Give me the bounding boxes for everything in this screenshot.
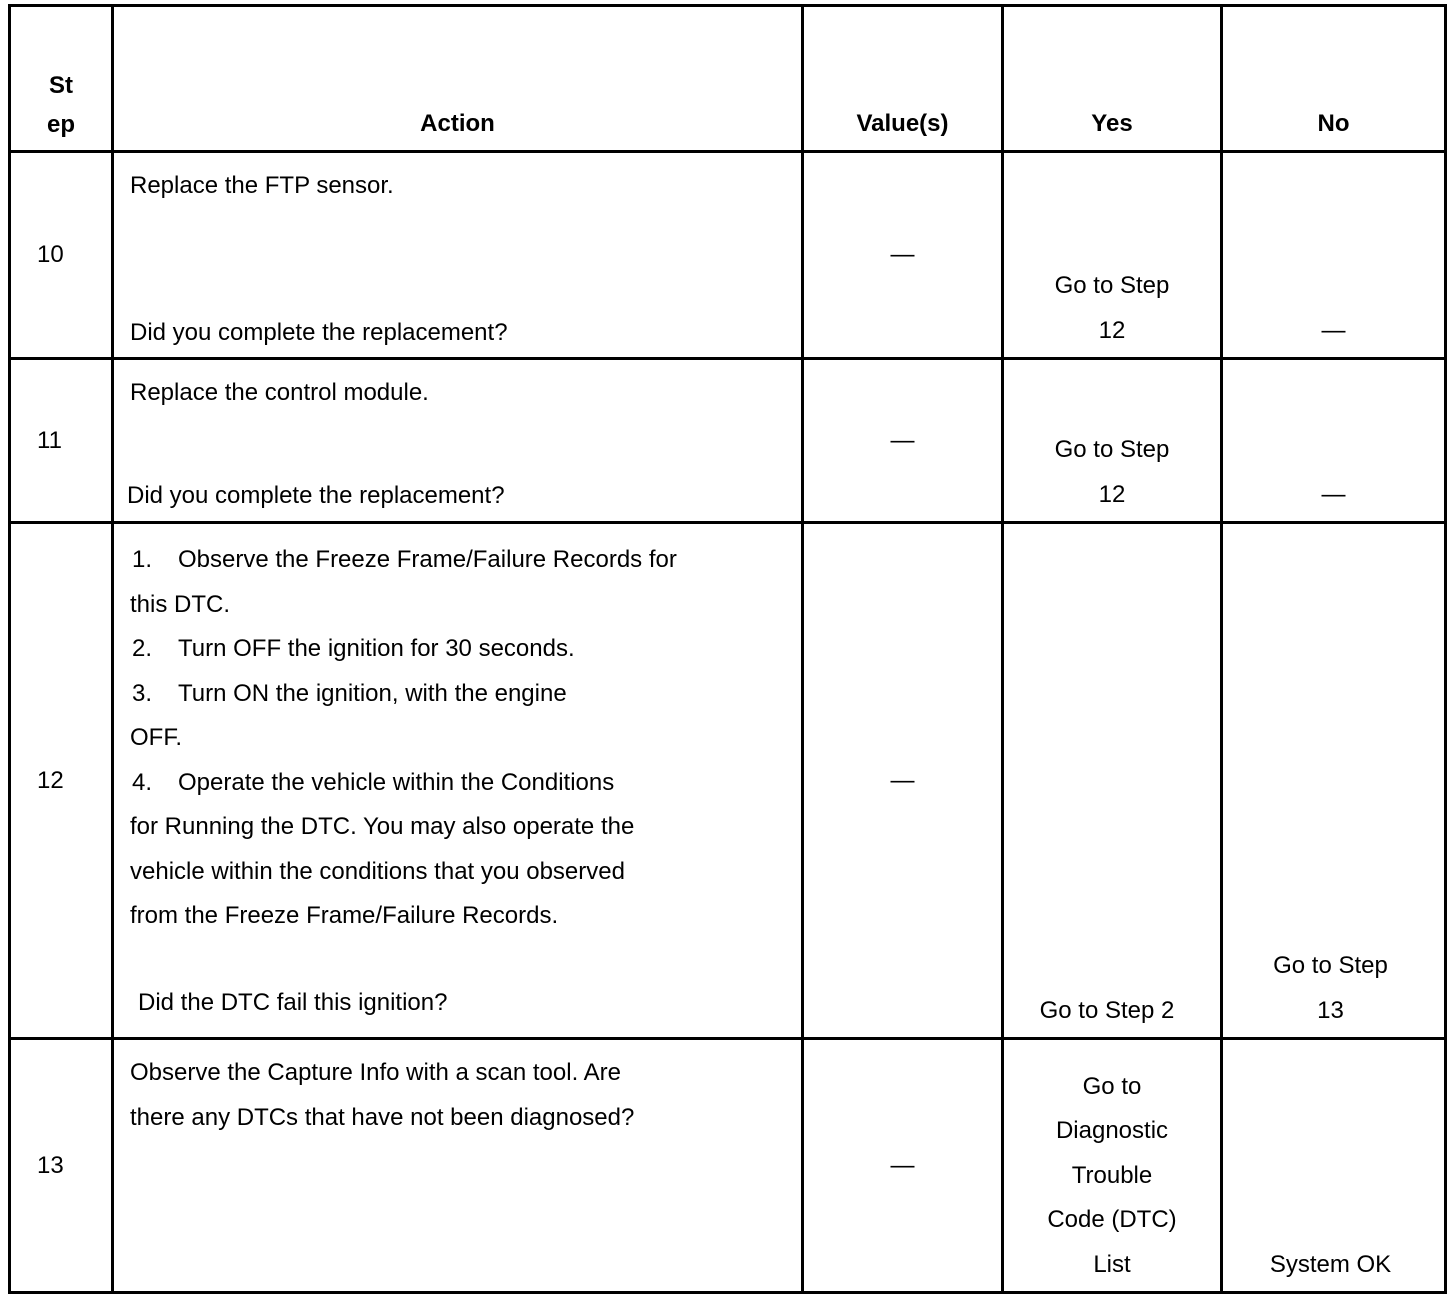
value-dash: —	[890, 1151, 915, 1179]
yes-text-line1: Go to Step	[1054, 272, 1170, 299]
list-item	[130, 672, 801, 717]
yes-text-line5: List	[1093, 1250, 1131, 1278]
header-step-line2: ep	[46, 111, 75, 138]
diagnostic-table-container	[8, 4, 1447, 1294]
yes-text-line3: Trouble	[1071, 1161, 1153, 1189]
yes-link[interactable]	[1004, 1065, 1220, 1288]
action-cell	[113, 1039, 803, 1293]
step-cell	[10, 152, 113, 359]
no-cell	[1222, 152, 1446, 359]
list-item-text: Turn OFF the ignition for 30 seconds.	[178, 635, 575, 662]
value-dash: —	[890, 426, 915, 454]
step-number: 10	[37, 240, 64, 268]
table-row-step-12	[10, 523, 1446, 1039]
header-step	[10, 6, 113, 152]
list-item-text-cont: OFF.	[130, 724, 182, 751]
no-link[interactable]	[1223, 944, 1444, 1033]
yes-link[interactable]	[1004, 428, 1220, 517]
action-question: Did the DTC fail this ignition?	[138, 988, 448, 1016]
header-yes: Yes	[1003, 6, 1222, 152]
list-item-text-cont: vehicle within the conditions that you observed	[130, 857, 625, 885]
no-text-line2: 13	[1317, 996, 1344, 1024]
no-dash: —	[1321, 316, 1346, 344]
action-question: Did you complete the replacement?	[127, 481, 505, 509]
header-no: No	[1222, 6, 1446, 152]
value-cell	[803, 359, 1003, 523]
value-cell	[803, 1039, 1003, 1293]
action-cell	[113, 523, 803, 1039]
yes-cell	[1003, 152, 1222, 359]
no-text: System OK	[1269, 1250, 1392, 1278]
step-number: 11	[37, 426, 62, 454]
diagnostic-table	[8, 4, 1447, 1294]
action-question: Did you complete the replacement?	[130, 318, 508, 346]
list-item-number: 2.	[132, 635, 153, 662]
value-cell	[803, 523, 1003, 1039]
header-row	[10, 6, 1446, 152]
no-text-line1: Go to Step	[1273, 952, 1388, 979]
step-cell	[10, 359, 113, 523]
action-text-line2: there any DTCs that have not been diagnosed?	[130, 1103, 635, 1131]
yes-link[interactable]: Go to Step 2	[1039, 996, 1175, 1024]
no-cell	[1222, 523, 1446, 1039]
yes-link[interactable]	[1004, 264, 1220, 353]
table-row-step-13	[10, 1039, 1446, 1293]
yes-cell	[1003, 1039, 1222, 1293]
step-cell	[10, 523, 113, 1039]
step-cell	[10, 1039, 113, 1293]
list-item	[130, 627, 801, 672]
header-step-line1: St	[49, 72, 73, 99]
list-item-number: 4.	[132, 768, 153, 796]
no-cell	[1222, 359, 1446, 523]
value-cell	[803, 152, 1003, 359]
list-item-text-cont: this DTC.	[130, 590, 231, 618]
list-item	[130, 538, 801, 583]
action-text: Replace the FTP sensor.	[130, 172, 394, 199]
action-text: Observe the Capture Info with a scan tool. Are	[130, 1059, 621, 1086]
list-item-text: Turn ON the ignition, with the engine	[178, 679, 567, 707]
list-item-number: 1.	[132, 546, 153, 573]
value-dash: —	[890, 240, 915, 268]
yes-text-line2: 12	[1098, 480, 1126, 508]
table-row-step-11	[10, 359, 1446, 523]
list-item-number: 3.	[132, 679, 153, 707]
table-row-step-10	[10, 152, 1446, 359]
yes-text-line4: Code (DTC)	[1047, 1206, 1177, 1233]
action-cell	[113, 359, 803, 523]
action-cell	[113, 152, 803, 359]
list-item-text: Observe the Freeze Frame/Failure Records for	[178, 546, 677, 573]
yes-cell	[1003, 523, 1222, 1039]
step-number: 12	[37, 766, 64, 794]
list-item-text-cont: from the Freeze Frame/Failure Records.	[130, 902, 559, 929]
yes-text-line1: Go to	[1082, 1072, 1142, 1100]
yes-text-line1: Go to Step	[1054, 436, 1170, 463]
no-cell	[1222, 1039, 1446, 1293]
yes-text-line2: 12	[1098, 316, 1126, 344]
header-action: Action	[113, 6, 803, 152]
header-values: Value(s)	[803, 6, 1003, 152]
yes-cell	[1003, 359, 1222, 523]
value-dash: —	[890, 766, 915, 794]
list-item	[130, 761, 801, 806]
action-text: Replace the control module.	[130, 379, 429, 406]
step-number: 13	[37, 1151, 64, 1179]
no-dash: —	[1321, 480, 1346, 508]
list-item-text-cont: for Running the DTC. You may also operate the	[130, 813, 635, 840]
yes-text-line2: Diagnostic	[1055, 1117, 1169, 1144]
list-item-text: Operate the vehicle within the Conditions	[178, 768, 615, 796]
